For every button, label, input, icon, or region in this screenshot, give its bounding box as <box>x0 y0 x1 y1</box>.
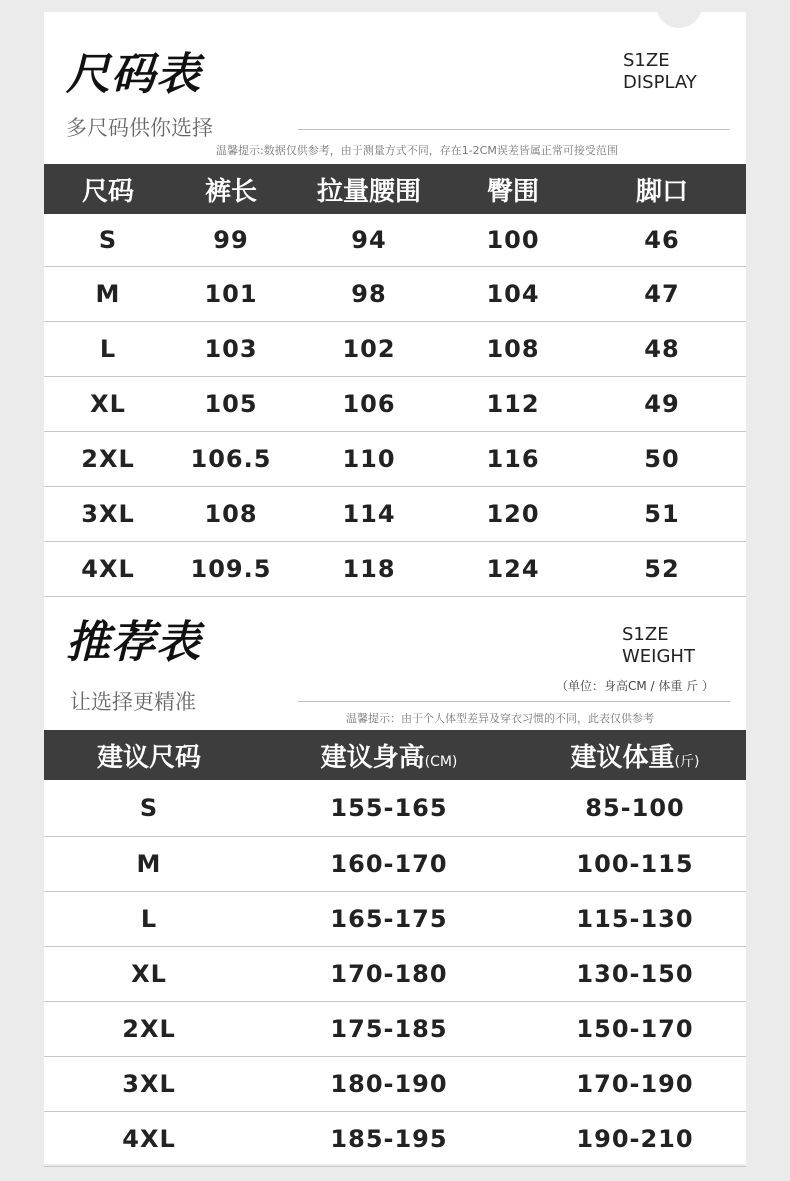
size-chart-note: 温馨提示:数据仅供参考，由于测量方式不同，存在1-2CM误差皆属正常可接受范围 <box>216 144 618 157</box>
table-cell: M <box>136 850 162 878</box>
recommend-divider <box>298 701 730 702</box>
table-cell: 51 <box>644 500 680 528</box>
table-row <box>44 1057 746 1112</box>
table-cell: 47 <box>644 280 680 308</box>
table-cell: 165-175 <box>330 905 448 933</box>
table-cell: 120 <box>486 500 540 528</box>
table-row <box>44 947 746 1002</box>
recommend-header-unit: (CM) <box>424 753 458 770</box>
table-cell: 175-185 <box>330 1015 448 1043</box>
size-card <box>44 12 746 1164</box>
table-row <box>44 432 746 487</box>
table-cell: 85-100 <box>585 794 685 822</box>
weight-tag-line1: S1ZE <box>622 624 669 645</box>
table-row <box>44 214 746 267</box>
table-cell: 103 <box>204 335 258 363</box>
unit-note: （单位：身高CM / 体重 斤 ） <box>556 679 715 693</box>
table-cell: 106.5 <box>190 445 272 473</box>
recommend-header-label: 建议身高 <box>320 742 425 773</box>
table-cell: L <box>140 905 158 933</box>
table-cell: 106 <box>342 390 396 418</box>
table-cell: 109.5 <box>190 555 272 583</box>
table-cell: 185-195 <box>330 1125 448 1153</box>
table-row <box>44 1002 746 1057</box>
table-cell: 110 <box>342 445 396 473</box>
table-cell: 102 <box>342 335 396 363</box>
recommend-table-body <box>44 780 746 1167</box>
recommend-chart-title: 推荐表 <box>66 617 201 668</box>
table-cell: 170-180 <box>330 960 448 988</box>
table-cell: 3XL <box>122 1070 176 1098</box>
table-cell: 130-150 <box>576 960 694 988</box>
table-cell: 4XL <box>81 555 135 583</box>
table-cell: 46 <box>644 226 680 254</box>
table-cell: 99 <box>213 226 249 254</box>
size-table-body <box>44 214 746 597</box>
recommend-chart-note: 温馨提示：由于个人体型差异及穿衣习惯的不同，此表仅供参考 <box>346 712 654 725</box>
table-cell: L <box>99 335 117 363</box>
table-cell: 112 <box>486 390 540 418</box>
table-cell: 114 <box>342 500 396 528</box>
table-cell: 94 <box>351 226 387 254</box>
size-chart-title: 尺码表 <box>66 49 201 100</box>
table-cell: 4XL <box>122 1125 176 1153</box>
recommend-table <box>44 730 746 1167</box>
recommend-header-unit: (斤) <box>674 753 700 770</box>
size-tag-line1: S1ZE <box>623 50 670 71</box>
table-cell: 160-170 <box>330 850 448 878</box>
table-cell: 98 <box>351 280 387 308</box>
recommend-table-header <box>44 730 746 780</box>
table-cell: S <box>98 226 118 254</box>
recommend-header-cell <box>44 737 254 774</box>
table-cell: 155-165 <box>330 794 448 822</box>
table-cell: 115-130 <box>576 905 694 933</box>
table-cell: XL <box>90 390 126 418</box>
table-cell: 101 <box>204 280 258 308</box>
table-cell: 52 <box>644 555 680 583</box>
table-row <box>44 487 746 542</box>
table-row <box>44 542 746 597</box>
table-row <box>44 780 746 837</box>
card-notch <box>656 0 702 28</box>
size-table <box>44 164 746 597</box>
size-header-cell: 拉量腰围 <box>316 176 421 207</box>
table-cell: 104 <box>486 280 540 308</box>
table-cell: 2XL <box>81 445 135 473</box>
table-cell: 3XL <box>81 500 135 528</box>
table-cell: 100-115 <box>576 850 694 878</box>
size-tag-line2: DISPLAY <box>623 72 697 93</box>
table-cell: 100 <box>486 226 540 254</box>
table-cell: 108 <box>486 335 540 363</box>
recommend-header-cell <box>524 737 746 774</box>
table-cell: 124 <box>486 555 540 583</box>
table-row <box>44 377 746 432</box>
size-divider <box>298 129 730 130</box>
table-cell: 48 <box>644 335 680 363</box>
table-cell: 190-210 <box>576 1125 694 1153</box>
table-row <box>44 837 746 892</box>
weight-tag-line2: WEIGHT <box>622 646 695 667</box>
table-cell: 50 <box>644 445 680 473</box>
table-cell: 108 <box>204 500 258 528</box>
size-header-cell: 臀围 <box>486 176 539 207</box>
size-tag <box>623 50 697 94</box>
table-cell: 150-170 <box>576 1015 694 1043</box>
table-cell: 180-190 <box>330 1070 448 1098</box>
weight-tag <box>622 624 695 668</box>
recommend-chart-subtitle: 让选择更精准 <box>70 690 196 714</box>
table-row <box>44 892 746 947</box>
table-row <box>44 322 746 377</box>
table-cell: 105 <box>204 390 258 418</box>
table-cell: 170-190 <box>576 1070 694 1098</box>
table-cell: S <box>139 794 159 822</box>
recommend-header-label: 建议尺码 <box>96 742 201 773</box>
table-row <box>44 1112 746 1167</box>
recommend-header-cell <box>254 737 524 774</box>
table-cell: 49 <box>644 390 680 418</box>
size-header-cell: 脚口 <box>635 176 688 207</box>
size-header-cell: 尺码 <box>81 176 134 207</box>
table-cell: 2XL <box>122 1015 176 1043</box>
size-header-cell: 裤长 <box>204 176 257 207</box>
size-table-header <box>44 164 746 214</box>
table-cell: 116 <box>486 445 540 473</box>
table-cell: 118 <box>342 555 396 583</box>
size-chart-subtitle: 多尺码供你选择 <box>66 116 213 140</box>
recommend-header-label: 建议体重 <box>570 742 675 773</box>
table-cell: M <box>95 280 121 308</box>
table-row <box>44 267 746 322</box>
table-cell: XL <box>131 960 167 988</box>
